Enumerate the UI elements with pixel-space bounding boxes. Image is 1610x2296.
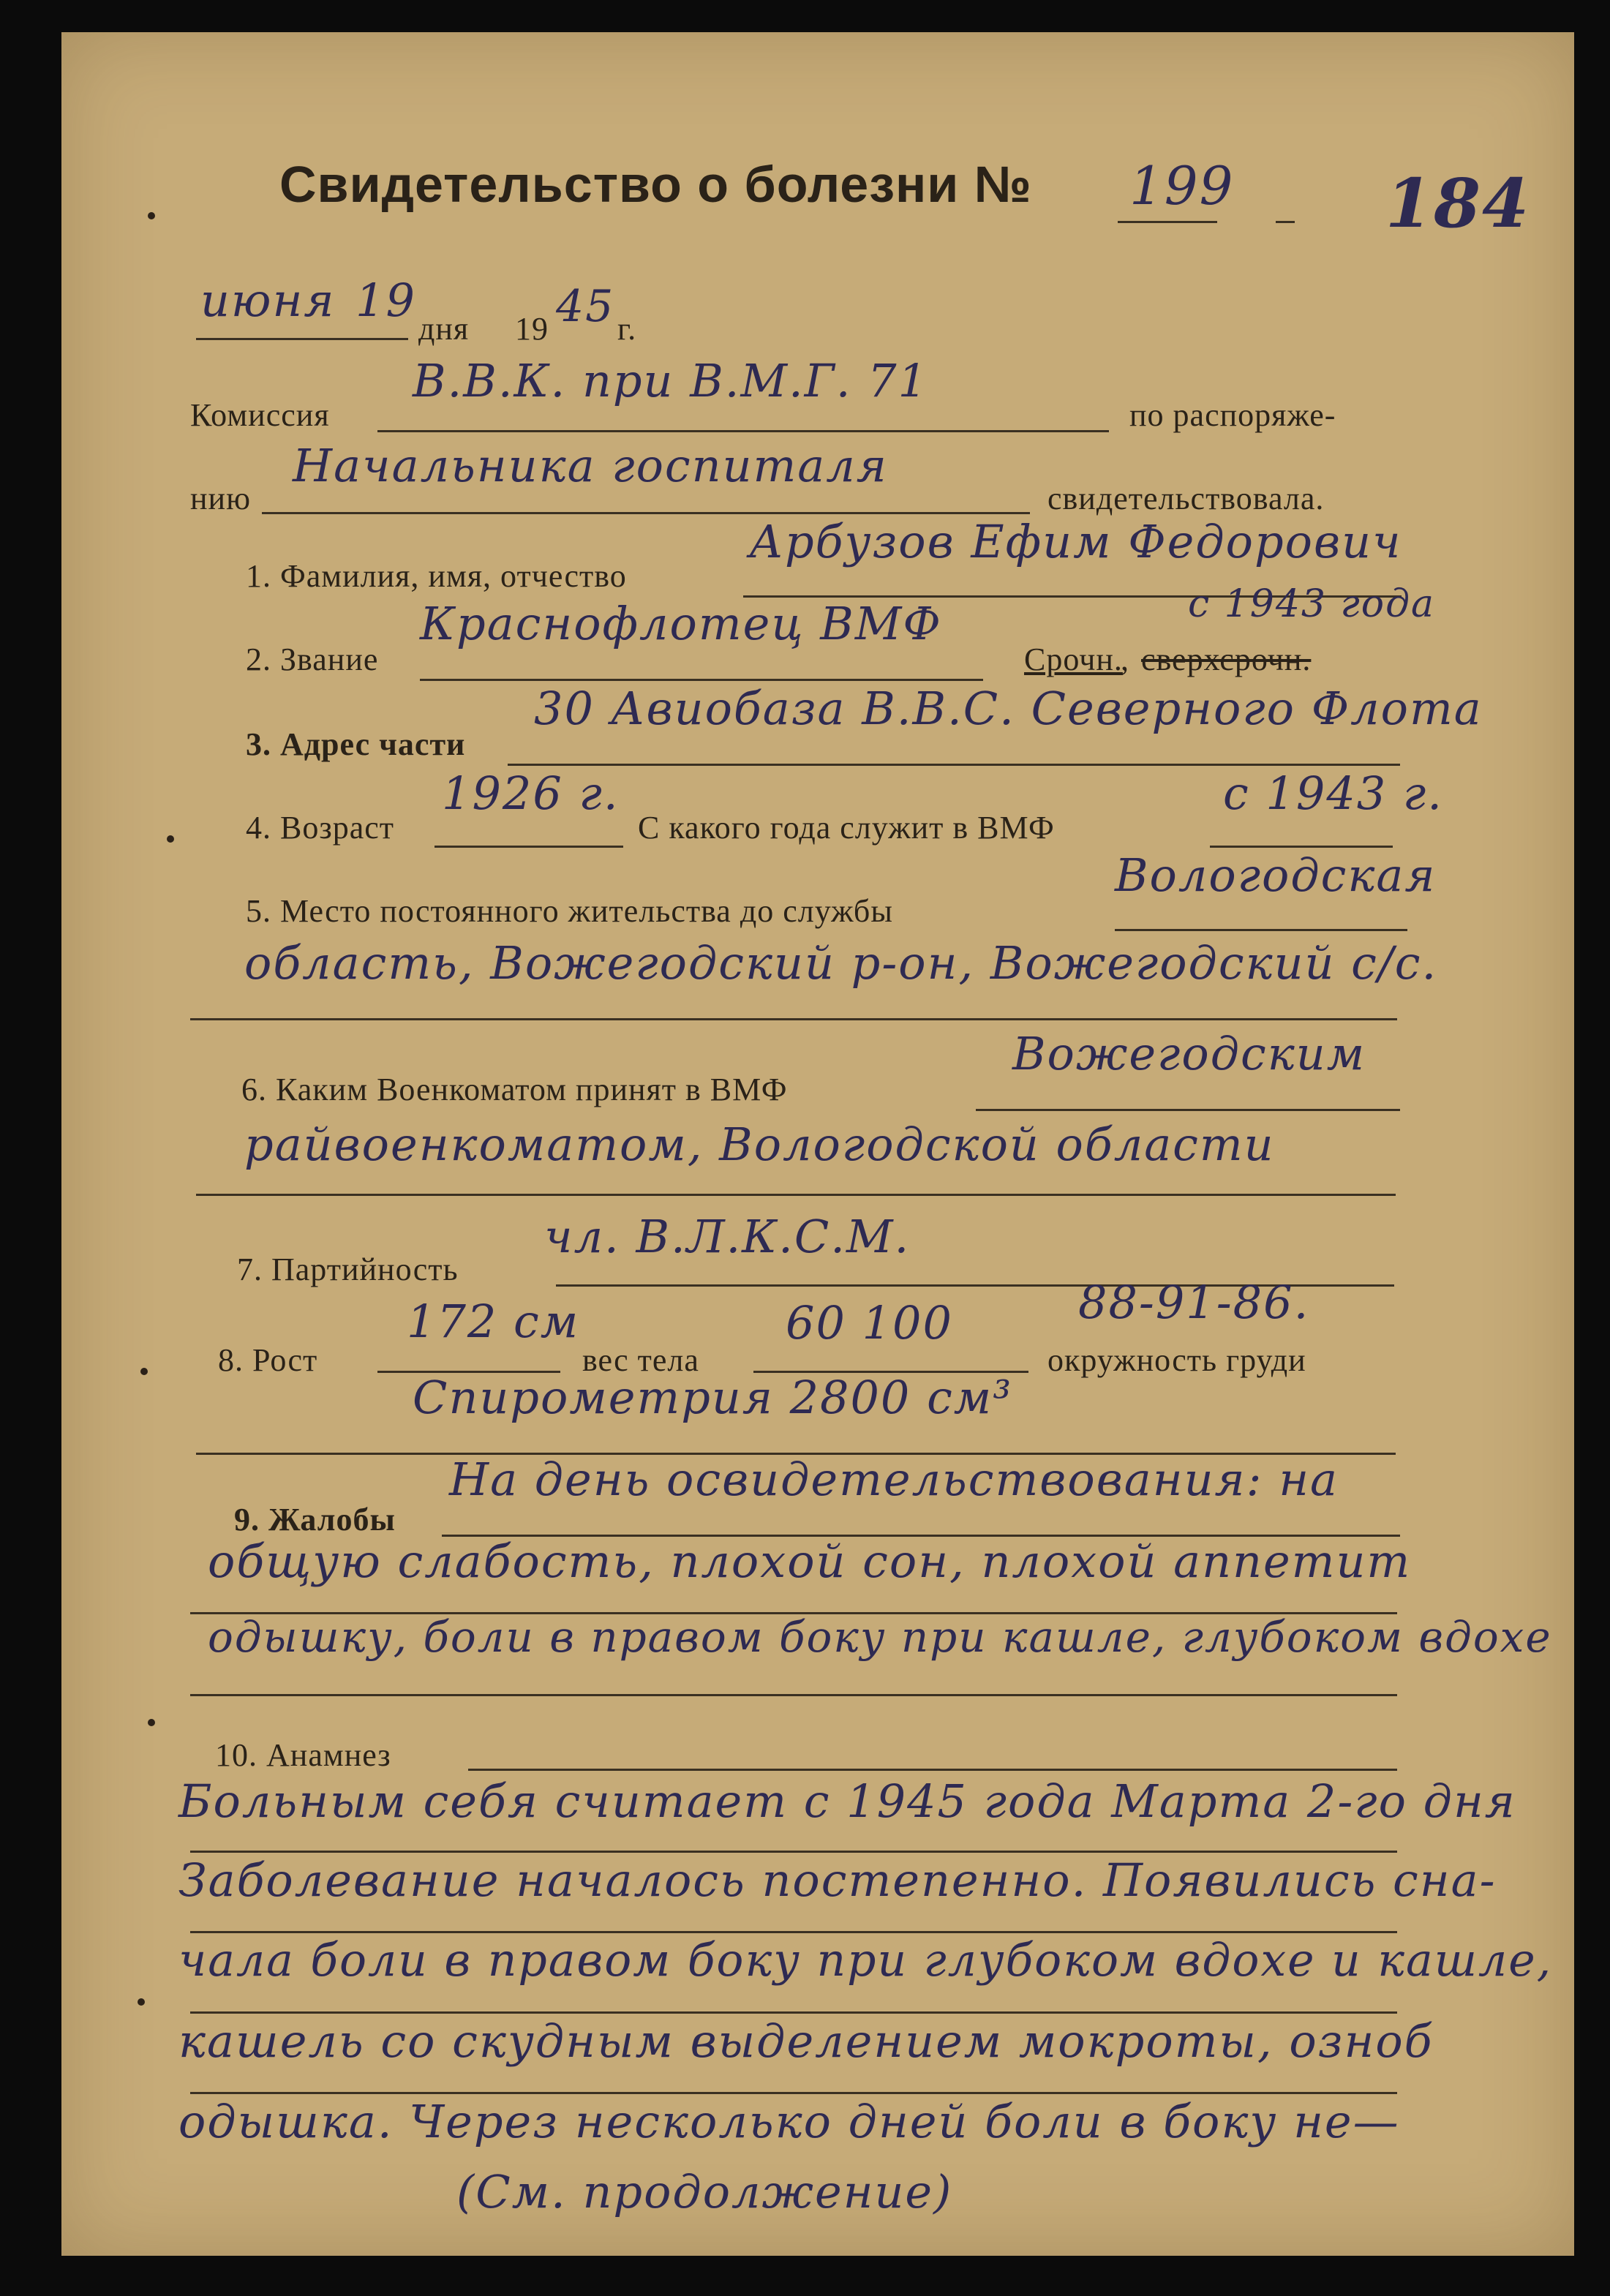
field-10-label: 10. Анамнез	[215, 1737, 391, 1773]
by-order-line	[262, 512, 1030, 514]
date-year: 45	[556, 281, 615, 332]
field-8-weight-label: вес тела	[582, 1342, 699, 1378]
number-dash	[1276, 221, 1295, 223]
field-4-label: 4. Возраст	[246, 810, 395, 846]
field-2-comma: ,	[1121, 641, 1129, 677]
field-8-weight: 60 100	[786, 1296, 953, 1350]
date-year-suffix: г.	[617, 311, 637, 347]
field-9-line-1: На день освидетельствования: на	[449, 1453, 1339, 1506]
field-6-value-2: райвоенкоматом, Вологодской области	[244, 1118, 1275, 1171]
field-3-label: 3. Адрес части	[246, 726, 466, 762]
paper-speck	[167, 835, 174, 843]
field-8-label: 8. Рост	[218, 1342, 318, 1378]
field-10-rule-0	[468, 1769, 1397, 1771]
field-6-value-1: Вожегодским	[1012, 1027, 1366, 1080]
certificate-number: 199	[1129, 155, 1235, 217]
commission-value: В.В.К. при В.М.Г. 71	[413, 354, 929, 407]
field-2-label: 2. Звание	[246, 641, 379, 677]
field-4-label-2: С какого года служит в ВМФ	[638, 810, 1055, 846]
field-8-spirometry: Спирометрия 2800 см³	[413, 1371, 1013, 1424]
field-10-rule-3	[190, 2011, 1397, 2014]
field-7-label: 7. Партийность	[237, 1251, 459, 1287]
date-day: 19	[356, 274, 416, 327]
field-4-line-2	[1210, 846, 1393, 848]
field-9-line-2: общую слабость, плохой сон, плохой аппетит	[208, 1535, 1412, 1588]
field-4-value-2: с 1943 г.	[1223, 767, 1443, 820]
field-8-height: 172 см	[407, 1295, 580, 1348]
by-order-label-2: нию	[190, 481, 251, 516]
field-2-srochn: Срочн.	[1024, 641, 1123, 677]
field-10-line-3: чала боли в правом боку при глубоком вдохе и кашле,	[178, 1934, 1553, 1987]
document-title: Свидетельство о болезни №	[279, 156, 1032, 213]
certified-label: свидетельствовала.	[1047, 481, 1325, 516]
by-order-value: Начальника госпиталя	[293, 439, 888, 492]
date-month: июня	[200, 274, 336, 327]
field-9-rule-3	[190, 1694, 1397, 1696]
field-9-label: 9. Жалобы	[234, 1502, 396, 1537]
field-4-line	[435, 846, 623, 848]
field-10-line-2: Заболевание началось постепенно. Появились сна-	[178, 1853, 1497, 1907]
field-10-rule-2	[190, 1931, 1397, 1933]
field-5-value-1: Вологодская	[1115, 848, 1437, 902]
field-8-chest-label: окружность груди	[1047, 1342, 1306, 1378]
date-line	[196, 338, 408, 340]
field-8-chest: 88-91-86.	[1078, 1276, 1310, 1329]
field-10-continuation: (См. продолжение)	[456, 2165, 953, 2218]
field-3-line	[508, 764, 1400, 766]
field-5-line-1	[1115, 929, 1407, 931]
date-year-prefix: 19	[515, 311, 549, 347]
paper-speck	[148, 1719, 155, 1726]
field-10-rule-4	[190, 2092, 1397, 2094]
field-10-line-4: кашель со скудным выделением мокроты, озноб	[178, 2014, 1434, 2068]
commission-line	[377, 430, 1109, 432]
field-2-line	[420, 679, 983, 681]
field-6-label: 6. Каким Военкоматом принят в ВМФ	[241, 1072, 788, 1107]
paper-speck	[148, 212, 155, 219]
field-1-value: Арбузов Ефим Федорович	[749, 515, 1402, 568]
paper-speck	[138, 1998, 145, 2006]
field-2-since: с 1943 года	[1188, 582, 1436, 626]
field-5-label: 5. Место постоянного жительства до службы	[246, 893, 893, 929]
archive-number: 184	[1385, 164, 1531, 243]
field-6-line-2	[196, 1194, 1396, 1196]
field-5-line-2	[190, 1018, 1397, 1020]
commission-label: Комиссия	[190, 397, 330, 433]
field-10-line-5: одышка. Через несколько дней боли в боку не—	[178, 2095, 1400, 2148]
field-4-value: 1926 г.	[442, 767, 620, 820]
number-line	[1118, 221, 1217, 223]
field-2-value: Краснофлотец ВМФ	[420, 597, 942, 650]
paper-speck	[140, 1368, 148, 1375]
field-10-rule-1	[190, 1851, 1397, 1853]
field-2-sverh: сверхсрочн.	[1141, 641, 1312, 677]
date-day-label: дня	[418, 311, 470, 347]
field-1-label: 1. Фамилия, имя, отчество	[246, 558, 627, 594]
field-7-value: чл. В.Л.К.С.М.	[544, 1210, 911, 1263]
certificate-page	[61, 32, 1574, 2256]
by-order-label: по распоряже-	[1129, 397, 1336, 433]
field-10-line-1: Больным себя считает с 1945 года Марта 2-го дня	[178, 1774, 1516, 1828]
field-9-line-3: одышку, боли в правом боку при кашле, глубоком вдохе	[208, 1612, 1552, 1662]
field-3-value: 30 Авиобаза В.В.С. Северного Флота	[534, 682, 1483, 735]
field-5-value-2: область, Вожегодский р-он, Вожегодский с/с.	[244, 936, 1438, 990]
field-6-line-1	[976, 1109, 1400, 1111]
